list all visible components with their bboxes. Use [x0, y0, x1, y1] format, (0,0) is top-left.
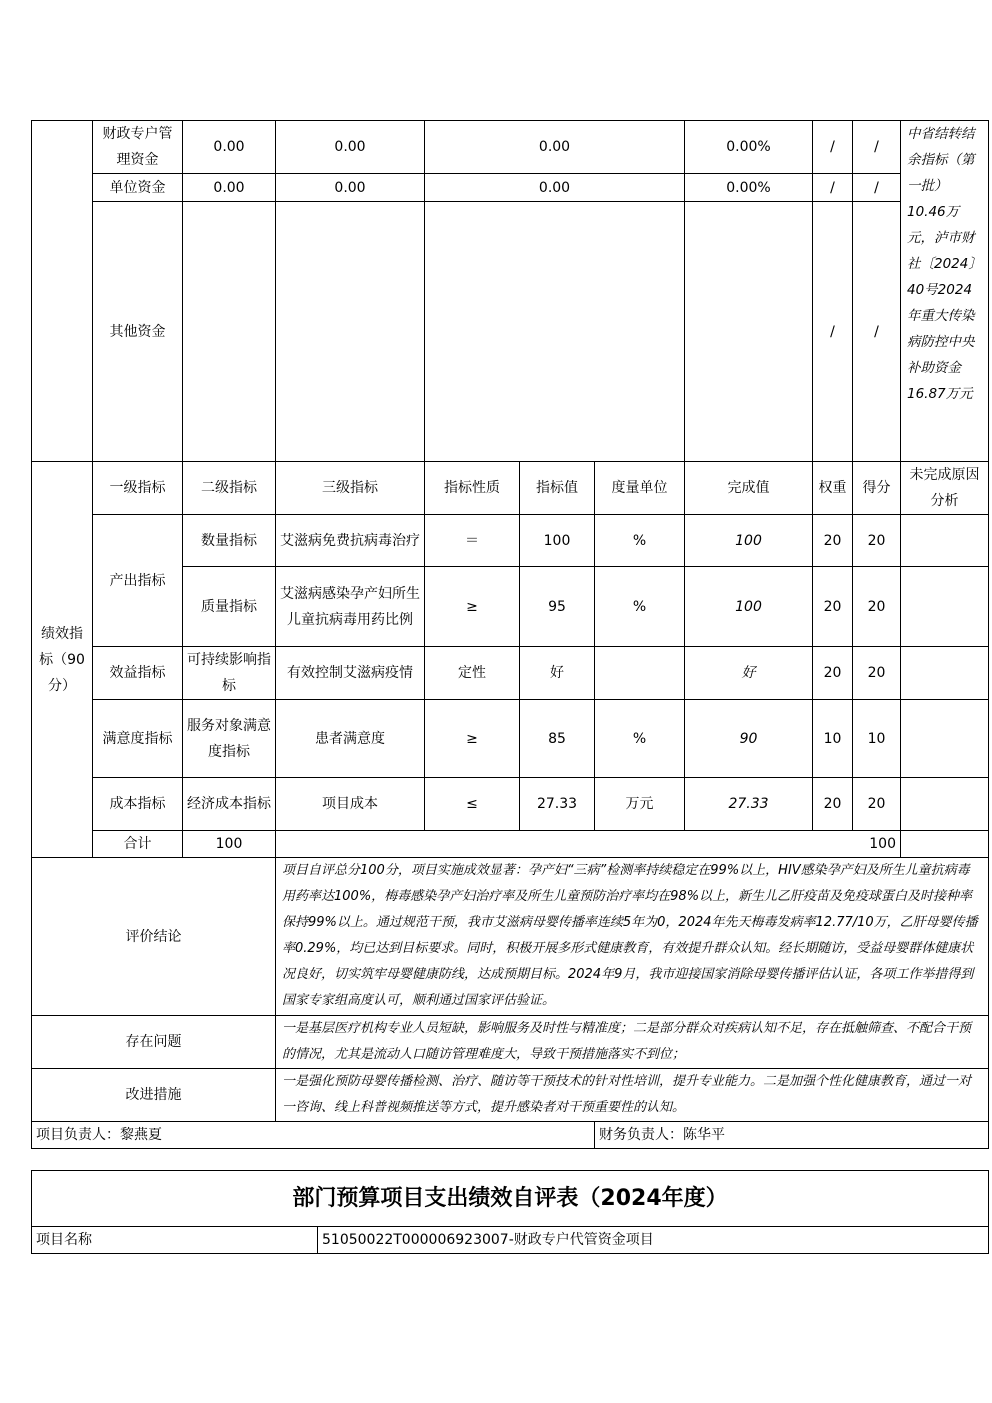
level1-cell: 成本指标 — [93, 778, 183, 831]
value-cell: 27.33 — [520, 778, 595, 831]
weight-cell: 20 — [813, 515, 853, 567]
value-cell: 好 — [520, 647, 595, 700]
level2-cell: 可持续影响指标 — [183, 647, 276, 700]
score-cell: 20 — [853, 567, 901, 647]
weight-cell: 20 — [813, 778, 853, 831]
fund-slash: / — [853, 121, 901, 174]
unit-cell: % — [595, 700, 685, 778]
fund-value: 0.00 — [183, 121, 276, 174]
performance-group-label: 绩效指标（90分） — [32, 462, 93, 858]
weight-cell: 20 — [813, 567, 853, 647]
done-cell: 90 — [685, 700, 813, 778]
done-cell: 好 — [685, 647, 813, 700]
project-name-label: 项目名称 — [32, 1227, 318, 1254]
total-score: 100 — [276, 831, 901, 858]
measures-text: 一是强化预防母婴传播检测、治疗、随访等干预技术的针对性培训，提升专业能力。二是加强个性化健康教育，通过一对一咨询、线上科普视频推送等方式，提升感染者对干预重要性的认知。 — [276, 1069, 989, 1122]
reason-cell — [901, 778, 989, 831]
header-cell: 指标性质 — [425, 462, 520, 515]
fund-slash: / — [813, 202, 853, 462]
fund-value: 0.00 — [183, 174, 276, 202]
nature-cell: ＝ — [425, 515, 520, 567]
nature-cell: ≥ — [425, 700, 520, 778]
nature-cell: 定性 — [425, 647, 520, 700]
done-cell: 27.33 — [685, 778, 813, 831]
value-cell: 95 — [520, 567, 595, 647]
project-lead: 项目负责人：黎燕夏 — [32, 1122, 595, 1149]
project-name-value: 51050022T000006923007-财政专户代管资金项目 — [318, 1227, 989, 1254]
score-cell: 10 — [853, 700, 901, 778]
fund-slash: / — [813, 121, 853, 174]
fund-rate: 0.00% — [685, 174, 813, 202]
header-cell: 度量单位 — [595, 462, 685, 515]
fund-value: 0.00 — [425, 121, 685, 174]
reason-cell — [901, 700, 989, 778]
unit-cell: 万元 — [595, 778, 685, 831]
header-cell: 三级指标 — [276, 462, 425, 515]
measures-label: 改进措施 — [32, 1069, 276, 1122]
unit-cell — [595, 647, 685, 700]
header-cell: 指标值 — [520, 462, 595, 515]
level2-cell: 服务对象满意度指标 — [183, 700, 276, 778]
header-cell: 未完成原因分析 — [901, 462, 989, 515]
level1-cell: 产出指标 — [93, 515, 183, 647]
fund-label: 财政专户管理资金 — [93, 121, 183, 174]
fund-slash: / — [813, 174, 853, 202]
fund-value: 0.00 — [276, 174, 425, 202]
problems-label: 存在问题 — [32, 1016, 276, 1069]
finance-lead: 财务负责人：陈华平 — [595, 1122, 989, 1149]
header-cell: 完成值 — [685, 462, 813, 515]
funds-note: 中省结转结余指标（第一批）10.46万元，泸市财社〔2024〕40号2024年重大传染病防控中央补助资金16.87万元 — [901, 121, 989, 462]
level1-cell: 效益指标 — [93, 647, 183, 700]
reason-cell — [901, 647, 989, 700]
nature-cell: ≤ — [425, 778, 520, 831]
table-row — [32, 700, 989, 778]
level2-cell: 经济成本指标 — [183, 778, 276, 831]
fund-label: 其他资金 — [93, 202, 183, 462]
level2-cell: 数量指标 — [183, 515, 276, 567]
fund-label: 单位资金 — [93, 174, 183, 202]
value-cell: 85 — [520, 700, 595, 778]
header-cell: 权重 — [813, 462, 853, 515]
table-row — [32, 778, 989, 831]
level2-cell: 质量指标 — [183, 567, 276, 647]
evaluation-label: 评价结论 — [32, 858, 276, 1016]
next-form-table — [31, 1170, 989, 1254]
header-cell: 一级指标 — [93, 462, 183, 515]
done-cell: 100 — [685, 567, 813, 647]
level3-cell: 患者满意度 — [276, 700, 425, 778]
score-cell: 20 — [853, 515, 901, 567]
done-cell: 100 — [685, 515, 813, 567]
header-cell: 得分 — [853, 462, 901, 515]
level3-cell: 有效控制艾滋病疫情 — [276, 647, 425, 700]
performance-self-evaluation-table — [31, 120, 989, 1149]
fund-value: 0.00 — [425, 174, 685, 202]
score-cell: 20 — [853, 778, 901, 831]
nature-cell: ≥ — [425, 567, 520, 647]
evaluation-text: 项目自评总分100分，项目实施成效显著：孕产妇“三病”检测率持续稳定在99%以上，HIV感染孕产妇及所生儿童抗病毒用药率达100%，梅毒感染孕产妇治疗率及所生儿童预防治疗率均在98%以上，新生儿乙肝疫苗及免疫球蛋白及时接种率保持99%以上。通过规范干预，我市艾滋病母婴传播率连续5年为0，2024年先天梅毒发病率12.77/10万，乙肝母婴传播率0.29%，均已达到目标要求。同时，积极开展多形式健康教育，有效提升群众认知。经长期随访，受益母婴群体健康状况良好，切实筑牢母婴健康防线，达成预期目标。2024年9月，我市迎接国家消除母婴传播评估认证，各项工作举措得到国家专家组高度认可，顺利通过国家评估验证。 — [276, 858, 989, 1016]
table-row — [32, 515, 989, 567]
total-label: 合计 — [93, 831, 183, 858]
header-cell: 二级指标 — [183, 462, 276, 515]
value-cell: 100 — [520, 515, 595, 567]
table-row — [32, 647, 989, 700]
level3-cell: 艾滋病免费抗病毒治疗 — [276, 515, 425, 567]
form-title: 部门预算项目支出绩效自评表（2024年度） — [32, 1171, 989, 1227]
fund-slash: / — [853, 202, 901, 462]
weight-cell: 20 — [813, 647, 853, 700]
fund-value: 0.00 — [276, 121, 425, 174]
reason-cell — [901, 515, 989, 567]
total-weight: 100 — [183, 831, 276, 858]
unit-cell: % — [595, 515, 685, 567]
unit-cell: % — [595, 567, 685, 647]
score-cell: 20 — [853, 647, 901, 700]
level3-cell: 艾滋病感染孕产妇所生儿童抗病毒用药比例 — [276, 567, 425, 647]
fund-rate: 0.00% — [685, 121, 813, 174]
level1-cell: 满意度指标 — [93, 700, 183, 778]
problems-text: 一是基层医疗机构专业人员短缺，影响服务及时性与精准度；二是部分群众对疾病认知不足，存在抵触筛查、不配合干预的情况，尤其是流动人口随访管理难度大，导致干预措施落实不到位； — [276, 1016, 989, 1069]
weight-cell: 10 — [813, 700, 853, 778]
level3-cell: 项目成本 — [276, 778, 425, 831]
fund-slash: / — [853, 174, 901, 202]
reason-cell — [901, 567, 989, 647]
funds-group-cell — [32, 121, 93, 462]
